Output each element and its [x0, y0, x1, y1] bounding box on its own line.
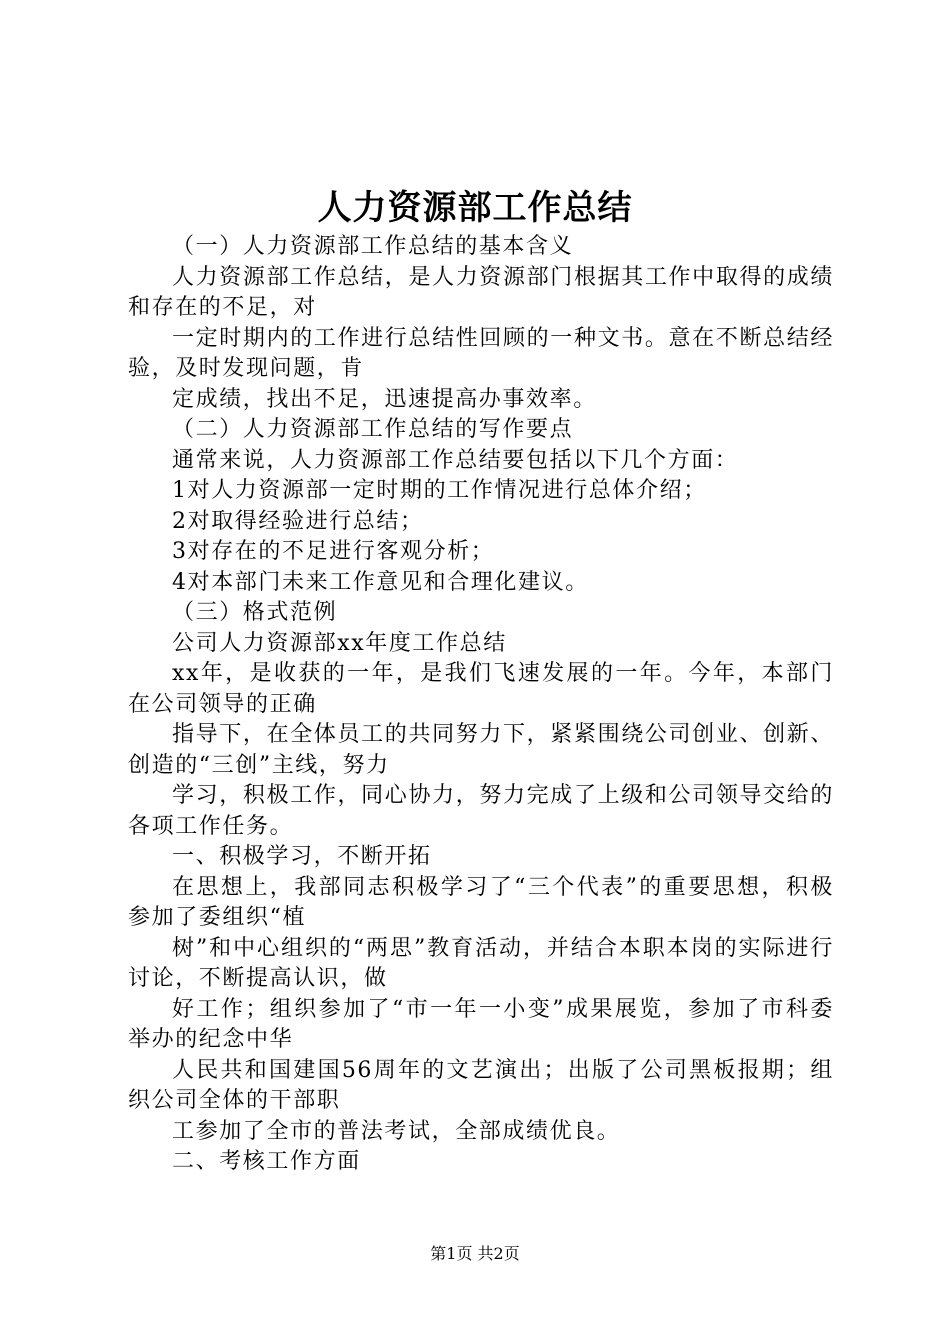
list-item: 4对本部门未来工作意见和合理化建议。	[172, 569, 589, 595]
paragraph: 通常来说，人力资源部工作总结要包括以下几个方面：	[172, 447, 739, 473]
paragraph: 好工作；组织参加了“市一年一小变”成果展览，参加了市科委举办的纪念中华	[128, 996, 834, 1052]
paragraph: 人力资源部工作总结，是人力资源部门根据其工作中取得的成绩和存在的不足，对	[128, 264, 834, 320]
paragraph: 定成绩，找出不足，迅速提高办事效率。	[172, 386, 597, 412]
paragraph: 一定时期内的工作进行总结性回顾的一种文书。意在不断总结经验，及时发现问题，肯	[128, 325, 834, 381]
document-body	[128, 232, 834, 1178]
paragraph: 树”和中心组织的“两思”教育活动，并结合本职本岗的实际进行讨论，不断提高认识，做	[128, 935, 834, 991]
paragraph: 在思想上，我部同志积极学习了“三个代表”的重要思想，积极参加了委组织“植	[128, 874, 834, 930]
example-title: 公司人力资源部xx年度工作总结	[172, 630, 507, 656]
paragraph: 指导下，在全体员工的共同努力下，紧紧围绕公司创业、创新、创造的“三创”主线，努力	[128, 722, 834, 778]
list-item: 2对取得经验进行总结；	[172, 508, 424, 534]
list-item: 1对人力资源部一定时期的工作情况进行总体介绍；	[172, 478, 707, 503]
document-title: 人力资源部工作总结	[317, 188, 633, 228]
list-item: 3对存在的不足进行客观分析；	[172, 539, 495, 564]
paragraph: xx年，是收获的一年，是我们飞速发展的一年。今年，本部门在公司领导的正确	[128, 661, 834, 717]
paragraph-section-1-heading: （一）人力资源部工作总结的基本含义	[172, 234, 574, 259]
paragraph-section-2-heading: （二）人力资源部工作总结的写作要点	[172, 417, 574, 442]
paragraph: 工参加了全市的普法考试，全部成绩优良。	[172, 1118, 621, 1144]
page-number-footer: 第1页 共2页	[430, 1244, 520, 1263]
paragraph: 人民共和国建国56周年的文艺演出；出版了公司黑板报期；组织公司全体的干部职	[128, 1057, 834, 1113]
paragraph: 学习，积极工作，同心协力，努力完成了上级和公司领导交给的各项工作任务。	[128, 783, 834, 839]
paragraph-section-3-heading: （三）格式范例	[172, 600, 338, 625]
subheading: 一、积极学习，不断开拓	[172, 844, 432, 869]
subheading: 二、考核工作方面	[172, 1149, 361, 1174]
